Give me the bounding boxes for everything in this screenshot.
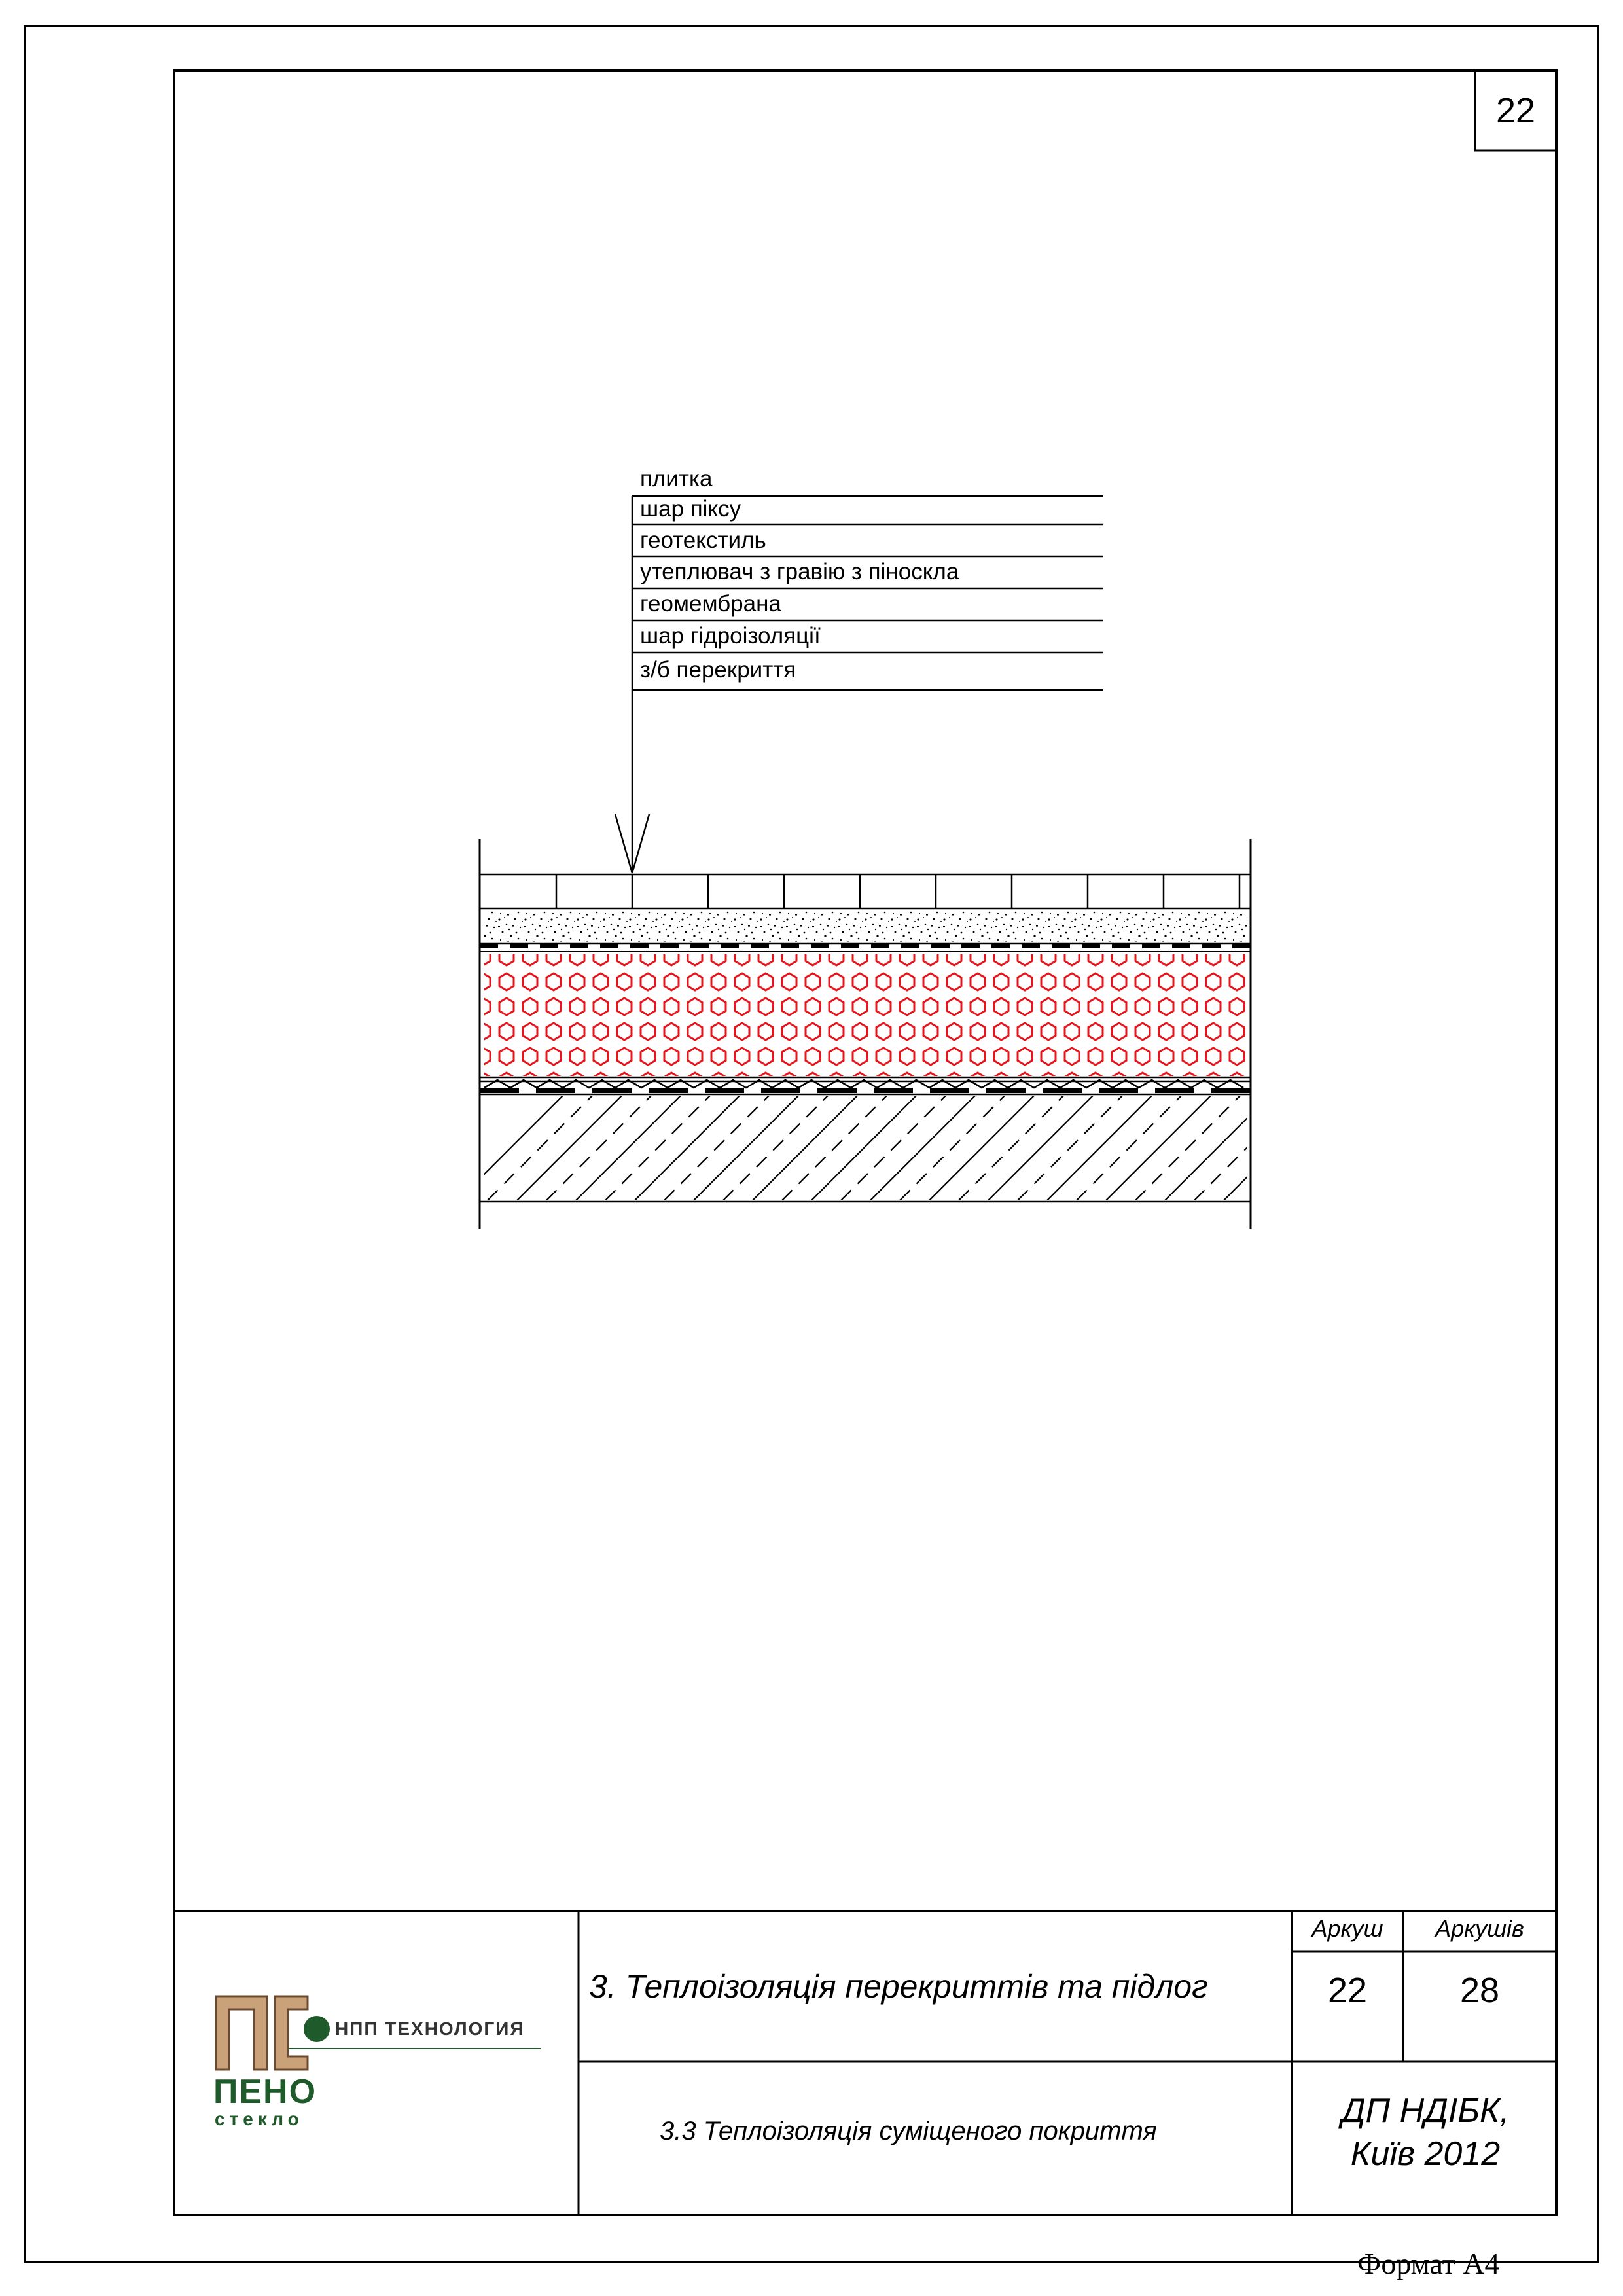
concrete-slab (458, 1096, 1329, 1200)
tile-layer (480, 874, 1251, 908)
organization-line1: ДП НДІБК, (1341, 2092, 1510, 2130)
sheet-number: 22 (1327, 1971, 1368, 2010)
sand-layer (484, 911, 1247, 942)
layer-label-geomembrane: геомембрана (640, 591, 781, 617)
organization-line2: Київ 2012 (1350, 2135, 1501, 2173)
layer-label-tile: плитка (640, 466, 713, 492)
layer-label-insulation: утеплювач з гравію з піноскла (640, 559, 959, 584)
insulation-layer (484, 954, 1247, 1076)
page-number: 22 (1495, 91, 1536, 130)
logo-company-text: НПП ТЕХНОЛОГИЯ (335, 2018, 525, 2039)
layer-label-geotextile: геотекстиль (640, 528, 766, 553)
layer-label-waterproofing: шар гідроізоляції (640, 623, 821, 649)
inner-frame (174, 71, 1556, 2215)
format-label: Формат А4 (1357, 2247, 1500, 2280)
logo-brand-bottom: стекло (215, 2109, 304, 2129)
geotextile-layer (480, 946, 1251, 952)
layer-label-concrete: з/б перекриття (640, 657, 796, 683)
roof-section (458, 839, 1329, 1229)
sheets-total: 28 (1459, 1971, 1500, 2010)
geomembrane-layer (480, 1080, 1251, 1088)
layer-label-sand: шар піксу (640, 496, 741, 522)
sheets-label: Аркушів (1435, 1915, 1524, 1942)
subsection-title: 3.3 Теплоізоляція суміщеного покриття (660, 2117, 1157, 2145)
logo-brand-top: ПЕНО (213, 2073, 317, 2111)
section-title: 3. Теплоізоляція перекриттів та підлог (589, 1968, 1208, 2005)
sheet-label: Аркуш (1311, 1915, 1383, 1942)
organization (1294, 2089, 1556, 2176)
